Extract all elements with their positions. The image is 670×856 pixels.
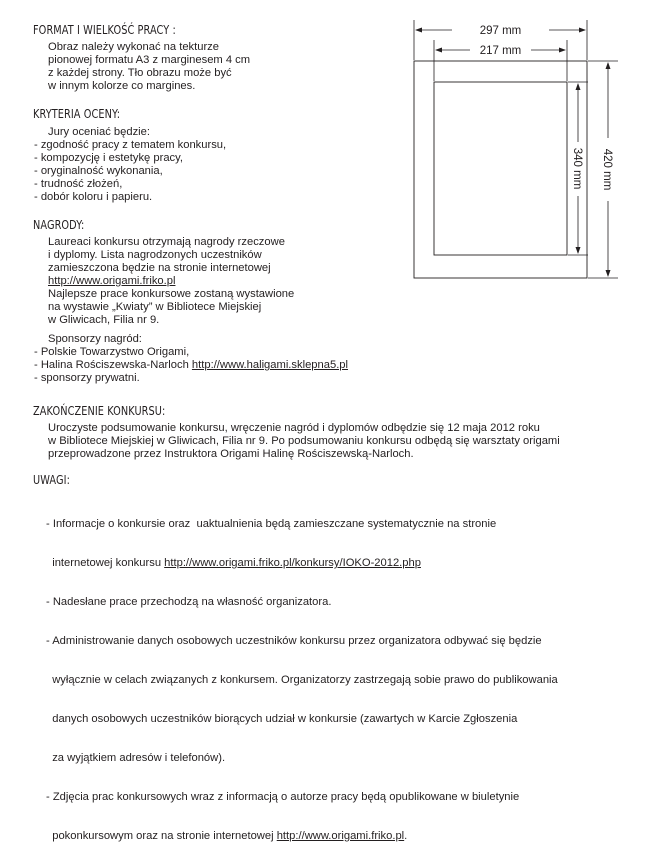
prizes-heading: NAGRODY: [33,217,85,232]
text-line: zamieszczona będzie na stronie internetowej [48,262,271,274]
criteria-text [34,126,226,204]
text-line: przeprowadzone przez Instruktora Origami Halinę Rościszewską-Narloch. [48,448,414,460]
format-diagram [395,12,625,282]
list-item: danych osobowych uczestników biorących udział w konkursie (zawartych w Karcie Zgłoszenia [46,713,518,725]
origami-link[interactable]: http://www.origami.friko.pl [48,275,176,287]
list-item: - Zdjęcia prac konkursowych wraz z informacją o autorze pracy będą opublikowane w biuletynie [46,791,520,803]
list-item: - Halina Rościszewska-Narloch http://www.haligami.sklepna5.pl [34,359,349,371]
text-line: pionowej formatu A3 z marginesem 4 cm [48,54,251,66]
list-item: pokonkursowym oraz na stronie internetowej http://www.origami.friko.pl. [46,830,408,842]
notes-text [46,492,558,856]
list-item: - Administrowanie danych osobowych uczestników konkursu przez organizatora odbywać się będzie [46,635,542,647]
list-item: - Polskie Towarzystwo Origami, [34,346,190,358]
text-line: z każdej strony. Tło obrazu może być [48,67,232,79]
list-item: - oryginalność wykonania, [34,165,163,177]
list-item: - sponsorzy prywatni. [34,372,140,384]
text-line: Najlepsze prace konkursowe zostaną wystawione [48,288,295,300]
list-item: wyłącznie w celach związanych z konkursem. Organizatorzy zastrzegają sobie prawo do publikowania [46,674,558,686]
format-text [48,41,250,93]
text-line: Obraz należy wykonać na tekturze [48,41,220,53]
notes-heading: UWAGI: [33,472,70,487]
text-line: Jury oceniać będzie: [48,126,150,138]
criteria-heading: KRYTERIA OCENY: [33,106,121,121]
haligami-link[interactable]: http://www.haligami.sklepna5.pl [191,359,349,371]
sponsors-title: Sponsorzy nagród: [48,333,142,345]
closing-heading: ZAKOŃCZENIE KONKURSU: [33,403,166,418]
text-line: w Bibliotece Miejskiej w Gliwicach, Filia nr 9. Po podsumowaniu konkursu odbędą się warsztaty origami [48,435,560,447]
text-line: w Gliwicach, Filia nr 9. [48,314,160,326]
list-item: za wyjątkiem adresów i telefonów). [46,752,226,764]
list-item: internetowej konkursu http://www.origami.friko.pl/konkursy/IOKO-2012.php [46,557,421,569]
outer-width-label: 297 mm [479,25,522,37]
list-item: - kompozycję i estetykę pracy, [34,152,184,164]
list-item: - zgodność pracy z tematem konkursu, [34,139,227,151]
inner-width-label: 217 mm [479,45,522,57]
list-item: - trudność złożeń, [34,178,123,190]
outer-height-label: 420 mm [601,148,613,191]
contest-link[interactable]: http://www.origami.friko.pl/konkursy/IOKO-2012.php [164,557,421,569]
list-item: - Informacje o konkursie oraz uaktualnienia będą zamieszczane systematycznie na stronie [46,518,497,530]
text-line: na wystawie „Kwiaty” w Bibliotece Miejskiej [48,301,262,313]
closing-text [48,422,560,461]
text-line: w innym kolorze co margines. [48,80,196,92]
prizes-text [34,236,348,385]
text-line: Uroczyste podsumowanie konkursu, wręczenie nagród i dyplomów odbędzie się 12 maja 2012 roku [48,422,540,434]
format-heading: FORMAT I WIELKOŚĆ PRACY : [33,22,176,37]
origami-link-2[interactable]: http://www.origami.friko.pl [276,830,405,842]
text-line: i dyplomy. Lista nagrodzonych uczestników [48,249,262,261]
inner-height-label: 340 mm [571,147,583,190]
list-item: - Nadesłane prace przechodzą na własność organizatora. [46,596,332,608]
text-line: Laureaci konkursu otrzymają nagrody rzeczowe [48,236,285,248]
inner-area [434,82,567,255]
list-item: - dobór koloru i papieru. [34,191,153,203]
outer-sheet [414,61,587,278]
